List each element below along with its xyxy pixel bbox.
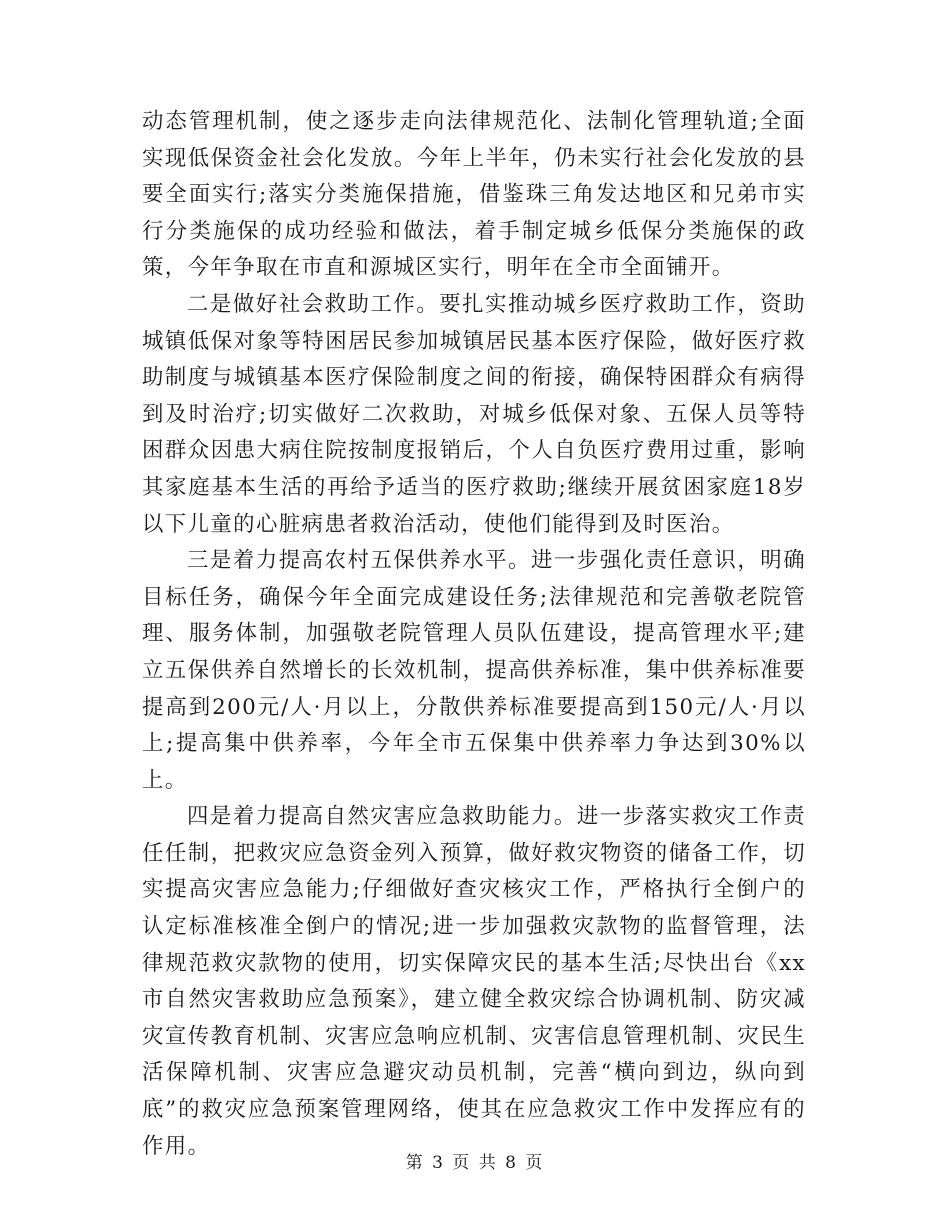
document-body <box>142 104 806 1165</box>
paragraph-1: 动态管理机制，使之逐步走向法律规范化、法制化管理轨道;全面实现低保资金社会化发放。今年上半年，仍未实行社会化发放的县要全面实行;落实分类施保措施，借鉴珠三角发达地区和兄弟市实行分类施保的成功经验和做法，着手制定城乡低保分类施保的政策，今年争取在市直和源城区实行，明年在全市全面铺开。 <box>142 109 806 281</box>
paragraph-2: 二是做好社会救助工作。要扎实推动城乡医疗救助工作，资助城镇低保对象等特困居民参加城镇居民基本医疗保险，做好医疗救助制度与城镇基本医疗保险制度之间的衔接，确保特困群众有病得到及时治疗;切实做好二次救助，对城乡低保对象、五保人员等特困群众因患大病住院按制度报销后，个人自负医疗费用过重，影响其家庭基本生活的再给予适当的医疗救助;继续开展贫困家庭18岁以下儿童的心脏病患者救治活动，使他们能得到及时医治。 <box>142 291 806 537</box>
paragraph-3: 三是着力提高农村五保供养水平。进一步强化责任意识，明确目标任务，确保今年全面完成建设任务;法律规范和完善敬老院管理、服务体制，加强敬老院管理人员队伍建设，提高管理水平;建立五保供养自然增长的长效机制，提高供养标准，集中供养标准要提高到200元/人·月以上，分散供养标准要提高到150元/人·月以上;提高集中供养率，今年全市五保集中供养率力争达到30%以上。 <box>142 548 806 793</box>
page-footer <box>0 1148 950 1173</box>
page-number-label: 第 3 页 共 8 页 <box>405 1153 545 1173</box>
paragraph-4: 四是着力提高自然灾害应急救助能力。进一步落实救灾工作责任任制，把救灾应急资金列入预算，做好救灾物资的储备工作，切实提高灾害应急能力;仔细做好查灾核灾工作，严格执行全倒户的认定标准核准全倒户的情况;进一步加强救灾款物的监督管理，法律规范救灾款物的使用，切实保障灾民的基本生活;尽快出台《xx市自然灾害救助应急预案》，建立健全救灾综合协调机制、防灾减灾宣传教育机制、灾害应急响应机制、灾害信息管理机制、灾民生活保障机制、灾害应急避灾动员机制，完善“横向到边，纵向到底”的救灾应急预案管理网络，使其在应急救灾工作中发挥应有的作用。 <box>142 804 806 1159</box>
